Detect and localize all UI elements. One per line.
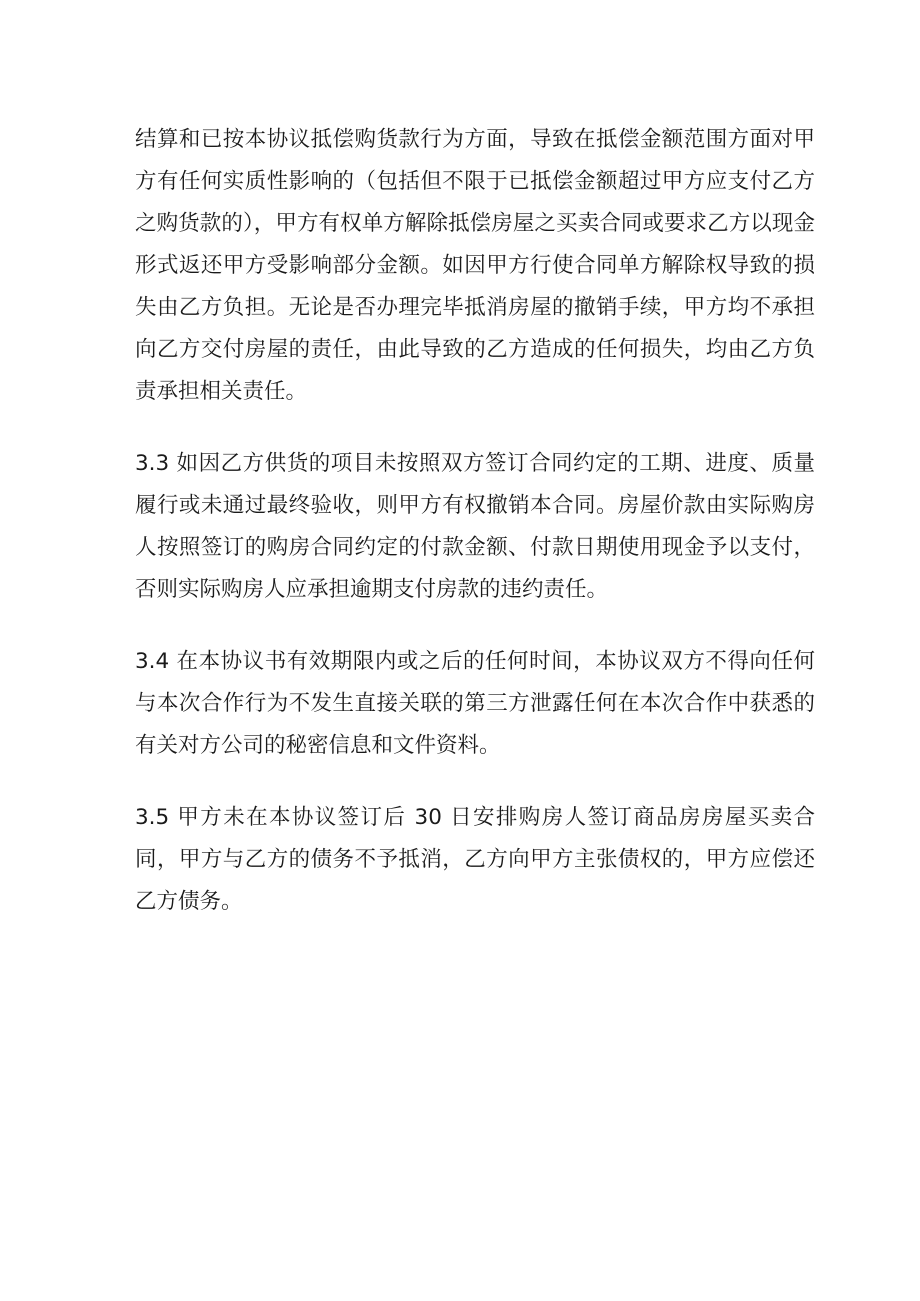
paragraph-clause-3-5: 3.5 甲方未在本协议签订后 30 日安排购房人签订商品房房屋买卖合同，甲方与乙方的债务不予抵消，乙方向甲方主张债权的，甲方应偿还乙方债务。 [135, 805, 815, 914]
paragraph-continuation: 结算和已按本协议抵偿购货款行为方面，导致在抵偿金额范围方面对甲方有任何实质性影响的（包括但不限于已抵偿金额超过甲方应支付乙方之购货款的），甲方有权单方解除抵偿房屋之买卖合同或要求乙方以现金形式返还甲方受影响部分金额。如因甲方行使合同单方解除权导致的损失由乙方负担。无论是否办理完毕抵消房屋的撤销手续，甲方均不承担向乙方交付房屋的责任，由此导致的乙方造成的任何损失，均由乙方负责承担相关责任。 [135, 127, 815, 404]
paragraph-clause-3-3: 3.3 如因乙方供货的项目未按照双方签订合同约定的工期、进度、质量履行或未通过最终验收，则甲方有权撤销本合同。房屋价款由实际购房人按照签订的购房合同约定的付款金额、付款日期使用现金予以支付，否则实际购房人应承担逾期支付房款的违约责任。 [135, 451, 815, 602]
paragraph-clause-3-4: 3.4 在本协议书有效期限内或之后的任何时间，本协议双方不得向任何与本次合作行为不发生直接关联的第三方泄露任何在本次合作中获悉的有关对方公司的秘密信息和文件资料。 [135, 649, 815, 758]
document-body [135, 119, 815, 953]
